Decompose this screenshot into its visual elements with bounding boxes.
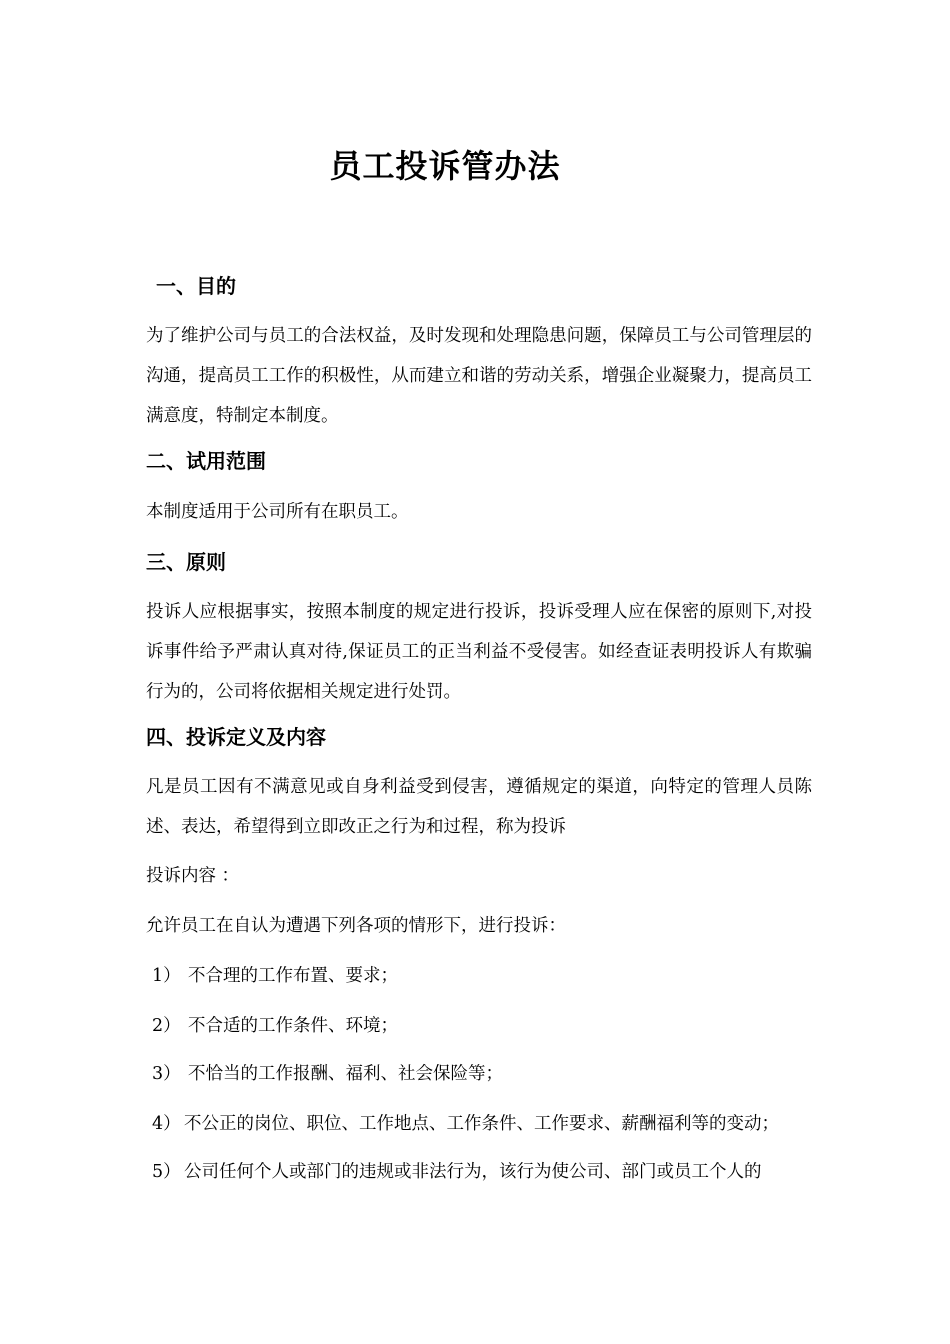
section-paragraph-principle: 投诉人应根据事实，按照本制度的规定进行投诉，投诉受理人应在保密的原则下,对投诉事件给予严肃认真对待,保证员工的正当利益不受侵害。如经查证表明投诉人有欺骗行为的，公司将依据相关规定进行处罚。	[146, 602, 812, 702]
complaint-content-label: 投诉内容 ：	[146, 866, 240, 886]
list-item-text: 不合理的工作布置、要求；	[188, 966, 398, 986]
list-item	[152, 961, 398, 991]
list-item	[152, 1109, 779, 1139]
list-item-text: 不合适的工作条件、环境；	[188, 1016, 398, 1036]
list-item-text: 公司任何个人或部门的违规或非法行为，该行为使公司、部门或员工个人的	[184, 1162, 762, 1182]
document-title: 员工投诉管办法	[329, 147, 561, 185]
complaint-intro: 允许员工在自认为遭遇下列各项的情形下，进行投诉：	[146, 916, 566, 936]
list-item-number: 5）	[152, 1162, 181, 1182]
list-item-number: 1）	[152, 966, 181, 986]
list-item	[152, 1059, 503, 1089]
section-heading-principle: 三、原则	[146, 550, 226, 574]
section-paragraph-definition: 凡是员工因有不满意见或自身利益受到侵害，遵循规定的渠道，向特定的管理人员陈述、表达，希望得到立即改正之行为和过程，称为投诉	[146, 777, 812, 837]
section-heading-scope: 二、试用范围	[146, 449, 266, 473]
section-paragraph-scope: 本制度适用于公司所有在职员工。	[146, 502, 409, 522]
list-item-number: 3）	[152, 1064, 181, 1084]
section-paragraph-purpose: 为了维护公司与员工的合法权益，及时发现和处理隐患问题，保障员工与公司管理层的沟通，提高员工工作的积极性，从而建立和谐的劳动关系，增强企业凝聚力，提高员工满意度，特制定本制度。	[146, 326, 812, 426]
section-heading-purpose: 一、目的	[156, 274, 236, 298]
list-item-text: 不公正的岗位、职位、工作地点、工作条件、工作要求、薪酬福利等的变动；	[184, 1114, 779, 1134]
list-item-number: 2）	[152, 1016, 181, 1036]
list-item	[152, 1011, 398, 1041]
section-heading-definition: 四、投诉定义及内容	[146, 725, 326, 749]
list-item-text: 不恰当的工作报酬、福利、社会保险等；	[188, 1064, 503, 1084]
list-item	[152, 1157, 762, 1187]
list-item-number: 4）	[152, 1114, 181, 1134]
